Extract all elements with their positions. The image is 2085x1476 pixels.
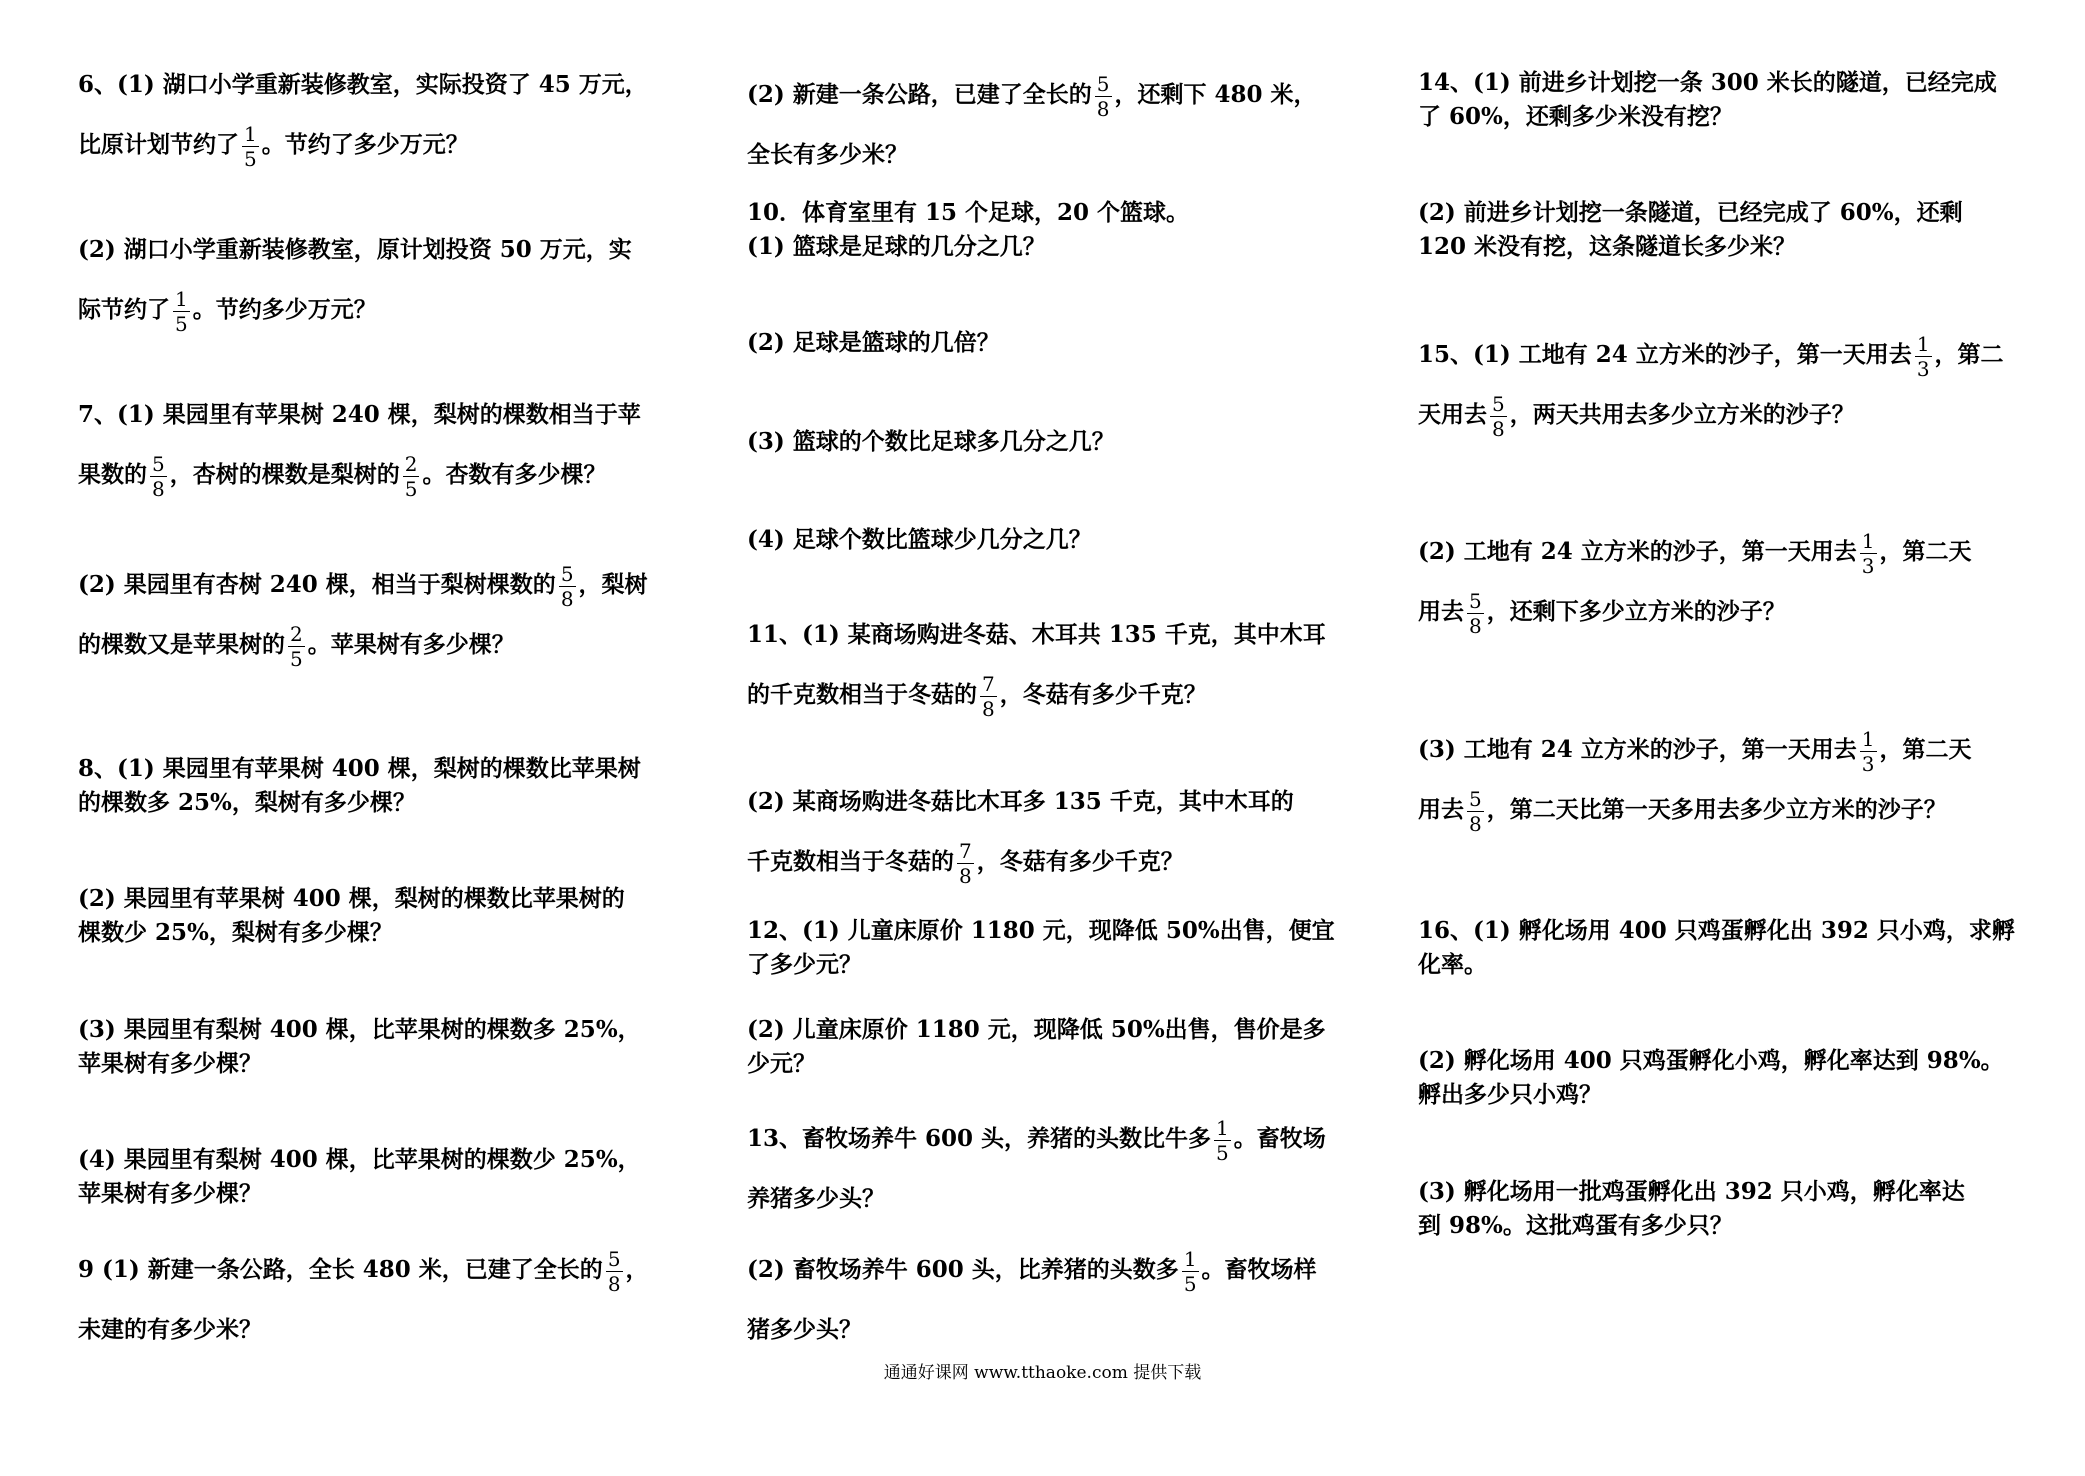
fraction-numerator: 7: [982, 671, 995, 696]
problem-line: [747, 70, 1359, 130]
problem-line: [747, 425, 1359, 459]
problem-line: [1418, 1209, 2030, 1243]
problem-line: [747, 777, 1359, 837]
fraction-denominator: 5: [404, 476, 418, 501]
problem-block: [747, 1114, 1359, 1234]
problem-line: [78, 916, 688, 950]
problem-line: [1418, 725, 2030, 785]
fraction-numerator: 5: [560, 561, 574, 586]
problem-block: [1418, 330, 2030, 450]
fraction-denominator: 5: [244, 146, 257, 171]
problem-line: [747, 1174, 1359, 1234]
problem-text: (2) 果园里有苹果树 400 棵，梨树的棵数比苹果树的: [78, 885, 625, 912]
fraction-denominator: 3: [1861, 751, 1875, 776]
problem-line: [78, 560, 688, 620]
problem-text: (2) 孵化场用 400 只鸡蛋孵化小鸡，孵化率达到 98%。: [1418, 1047, 2004, 1074]
problem-line: [747, 130, 1359, 190]
problem-text: ，杏树的棵数是梨树的: [169, 461, 400, 488]
problem-text: 6、(1) 湖口小学重新装修教室，实际投资了 45 万元，: [78, 71, 648, 98]
problem-block: [747, 196, 1359, 264]
problem-text: 比原计划节约了: [78, 131, 239, 158]
problem-block: [1418, 196, 2030, 264]
fraction: [173, 286, 190, 336]
problem-line: [1418, 66, 2030, 100]
problem-line: [78, 620, 688, 680]
fraction-denominator: 8: [1492, 416, 1505, 441]
problem-text: 13、畜牧场养牛 600 头，养猪的头数比牛多: [747, 1125, 1212, 1152]
problem-text: 10．体育室里有 15 个足球，20 个篮球。: [747, 199, 1190, 226]
fraction-denominator: 5: [1183, 1271, 1197, 1296]
problem-block: [747, 326, 1359, 360]
problem-text: (2) 某商场购进冬菇比木耳多 135 千克，其中木耳的: [747, 788, 1294, 815]
problem-block: [747, 523, 1359, 557]
problem-text: 8、(1) 果园里有苹果树 400 棵，梨树的棵数比苹果树: [78, 755, 641, 782]
problem-block: [78, 882, 688, 950]
problem-line: [1418, 785, 2030, 845]
problem-line: [78, 752, 688, 786]
problem-text: ，梨树: [578, 571, 648, 598]
problem-text: (2) 果园里有杏树 240 棵，相当于梨树棵数的: [78, 571, 556, 598]
problem-block: [78, 60, 688, 180]
fraction: [1490, 391, 1507, 441]
fraction: [1860, 726, 1877, 776]
problem-text: 用去: [1418, 598, 1464, 625]
fraction-numerator: 5: [1492, 391, 1505, 416]
problem-line: [747, 196, 1359, 230]
fraction-denominator: 8: [1469, 811, 1482, 836]
fraction-numerator: 1: [1183, 1246, 1197, 1271]
fraction: [403, 451, 420, 501]
problem-text: 际节约了: [78, 296, 170, 323]
problem-line: [78, 285, 688, 345]
fraction-denominator: 3: [1861, 553, 1875, 578]
problem-line: [747, 1013, 1359, 1047]
problem-line: [1418, 948, 2030, 982]
problem-text: 用去: [1418, 796, 1464, 823]
problem-block: [747, 70, 1359, 190]
problem-block: [1418, 66, 2030, 134]
fraction: [1860, 528, 1877, 578]
problem-line: [78, 786, 688, 820]
problem-line: [78, 1245, 688, 1305]
problem-text: (3) 篮球的个数比足球多几分之几？: [747, 428, 1115, 455]
problem-text: (4) 果园里有梨树 400 棵，比苹果树的棵数少 25%，: [78, 1146, 641, 1173]
problem-text: 的棵数多 25%，梨树有多少棵？: [78, 789, 416, 816]
problem-text: 的千克数相当于冬菇的: [747, 681, 977, 708]
problem-line: [747, 610, 1359, 670]
fraction-numerator: 2: [290, 621, 303, 646]
problem-line: [747, 1245, 1359, 1305]
problem-line: [1418, 527, 2030, 587]
problem-text: 9 (1) 新建一条公路，全长 480 米，已建了全长的: [78, 1256, 603, 1283]
problem-text: (3) 果园里有梨树 400 棵，比苹果树的棵数多 25%，: [78, 1016, 641, 1043]
problem-line: [747, 230, 1359, 264]
problem-text: 14、(1) 前进乡计划挖一条 300 米长的隧道，已经完成: [1418, 69, 1997, 96]
fraction-denominator: 8: [560, 586, 574, 611]
problem-text: (3) 工地有 24 立方米的沙子，第一天用去: [1418, 736, 1857, 763]
problem-line: [747, 914, 1359, 948]
fraction: [242, 121, 259, 171]
fraction-denominator: 8: [1469, 613, 1482, 638]
problem-block: [78, 752, 688, 820]
problem-text: 了 60%，还剩多少米没有挖？: [1418, 103, 1733, 130]
problem-line: [1418, 587, 2030, 647]
problem-text: 苹果树有多少棵？: [78, 1050, 262, 1077]
problem-text: ，第二天比第一天多用去多少立方米的沙子？: [1486, 796, 1947, 823]
problem-text: 千克数相当于冬菇的: [747, 848, 954, 875]
problem-block: [78, 1013, 688, 1081]
problem-text: (2) 新建一条公路，已建了全长的: [747, 81, 1092, 108]
fraction-numerator: 1: [244, 121, 257, 146]
fraction: [1095, 71, 1112, 121]
fraction-numerator: 1: [1216, 1115, 1229, 1140]
problem-text: ，第二天: [1879, 736, 1972, 763]
fraction: [1214, 1115, 1231, 1165]
problem-text: 果数的: [78, 461, 147, 488]
problem-block: [78, 225, 688, 345]
problem-block: [747, 914, 1359, 982]
problem-text: 全长有多少米？: [747, 141, 908, 168]
problem-line: [78, 120, 688, 180]
problem-text: 12、(1) 儿童床原价 1180 元，现降低 50%出售，便宜: [747, 917, 1335, 944]
problem-text: ，冬菇有多少千克？: [976, 848, 1184, 875]
fraction: [980, 671, 997, 721]
problem-line: [78, 450, 688, 510]
problem-text: 11、(1) 某商场购进冬菇、木耳共 135 千克，其中木耳: [747, 621, 1326, 648]
problem-block: [747, 777, 1359, 897]
problem-text: 苹果树有多少棵？: [78, 1180, 262, 1207]
problem-line: [747, 948, 1359, 982]
problem-line: [1418, 1078, 2030, 1112]
problem-block: [1418, 527, 2030, 647]
problem-line: [78, 225, 688, 285]
problem-line: [747, 670, 1359, 730]
fraction-denominator: 3: [1916, 356, 1930, 381]
problem-block: [78, 390, 688, 510]
problem-text: 了多少元？: [747, 951, 862, 978]
problem-line: [78, 1305, 688, 1365]
problem-block: [78, 1245, 688, 1365]
fraction-numerator: 1: [1861, 528, 1875, 553]
problem-text: (3) 孵化场用一批鸡蛋孵化出 392 只小鸡，孵化率达: [1418, 1178, 1965, 1205]
problem-text: ，: [625, 1256, 649, 1283]
fraction: [288, 621, 305, 671]
problem-text: 到 98%。这批鸡蛋有多少只？: [1418, 1212, 1733, 1239]
problem-text: (2) 儿童床原价 1180 元，现降低 50%出售，售价是多: [747, 1016, 1326, 1043]
problem-text: 。杏数有多少棵？: [422, 461, 607, 488]
problem-text: 。畜牧场样: [1201, 1256, 1317, 1283]
problem-text: (2) 前进乡计划挖一条隧道，已经完成了 60%，还剩: [1418, 199, 1963, 226]
fraction: [606, 1246, 623, 1296]
fraction-denominator: 5: [175, 311, 188, 336]
fraction-numerator: 2: [404, 451, 418, 476]
fraction-numerator: 5: [1096, 71, 1110, 96]
fraction-denominator: 8: [607, 1271, 621, 1296]
problem-block: [747, 1245, 1359, 1365]
problem-text: 养猪多少头？: [747, 1185, 885, 1212]
problem-line: [1418, 390, 2030, 450]
fraction-numerator: 7: [959, 838, 972, 863]
problem-text: 少元？: [747, 1050, 816, 1077]
fraction: [150, 451, 167, 501]
problem-block: [78, 560, 688, 680]
problem-text: ，第二天: [1879, 538, 1972, 565]
fraction: [1467, 786, 1484, 836]
problem-line: [78, 1047, 688, 1081]
problem-text: ，第二: [1934, 341, 2004, 368]
fraction-numerator: 5: [152, 451, 165, 476]
footer-source: 通通好课网 www.tthaoke.com 提供下载: [883, 1363, 1202, 1383]
problem-text: ，冬菇有多少千克？: [999, 681, 1207, 708]
fraction: [1467, 588, 1484, 638]
fraction-denominator: 8: [152, 476, 165, 501]
problem-text: 棵数少 25%，梨树有多少棵？: [78, 919, 393, 946]
problem-block: [1418, 914, 2030, 982]
problem-text: 16、(1) 孵化场用 400 只鸡蛋孵化出 392 只小鸡，求孵: [1418, 917, 2015, 944]
problem-text: (4) 足球个数比篮球少几分之几？: [747, 526, 1092, 553]
problem-text: 天用去: [1418, 401, 1487, 428]
problem-text: 的棵数又是苹果树的: [78, 631, 285, 658]
problem-block: [747, 425, 1359, 459]
fraction: [1915, 331, 1932, 381]
problem-line: [1418, 1175, 2030, 1209]
problem-line: [747, 523, 1359, 557]
fraction: [559, 561, 576, 611]
problem-text: 7、(1) 果园里有苹果树 240 棵，梨树的棵数相当于苹: [78, 401, 641, 428]
problem-block: [1418, 725, 2030, 845]
problem-text: 猪多少头？: [747, 1316, 862, 1343]
problem-text: 。节约多少万元？: [192, 296, 377, 323]
fraction-numerator: 5: [607, 1246, 621, 1271]
problem-block: [747, 1013, 1359, 1081]
problem-line: [1418, 1044, 2030, 1078]
fraction: [957, 838, 974, 888]
problem-text: ，还剩下 480 米，: [1114, 81, 1317, 108]
problem-line: [1418, 914, 2030, 948]
problem-block: [747, 610, 1359, 730]
problem-line: [747, 1047, 1359, 1081]
fraction-denominator: 8: [959, 863, 972, 888]
problem-line: [747, 1114, 1359, 1174]
problem-line: [78, 390, 688, 450]
problem-line: [78, 882, 688, 916]
problem-line: [1418, 196, 2030, 230]
fraction-numerator: 1: [1861, 726, 1875, 751]
problem-line: [747, 837, 1359, 897]
fraction-numerator: 1: [1916, 331, 1930, 356]
problem-line: [78, 1177, 688, 1211]
fraction-denominator: 5: [1216, 1140, 1229, 1165]
problem-line: [1418, 230, 2030, 264]
fraction-numerator: 5: [1469, 786, 1482, 811]
problem-text: 化率。: [1418, 951, 1487, 978]
problem-block: [1418, 1044, 2030, 1112]
fraction-numerator: 5: [1469, 588, 1482, 613]
fraction-numerator: 1: [175, 286, 188, 311]
problem-text: (2) 畜牧场养牛 600 头，比养猪的头数多: [747, 1256, 1179, 1283]
problem-line: [1418, 100, 2030, 134]
fraction-denominator: 5: [290, 646, 303, 671]
fraction-denominator: 8: [982, 696, 995, 721]
problem-text: (2) 足球是篮球的几倍？: [747, 329, 1000, 356]
problem-line: [78, 60, 688, 120]
problem-block: [1418, 1175, 2030, 1243]
problem-block: [78, 1143, 688, 1211]
problem-text: 。节约了多少万元？: [261, 131, 469, 158]
problem-line: [747, 1305, 1359, 1365]
problem-text: (2) 湖口小学重新装修教室，原计划投资 50 万元，实: [78, 236, 632, 263]
problem-text: 未建的有多少米？: [78, 1316, 262, 1343]
problem-text: ，两天共用去多少立方米的沙子？: [1509, 401, 1855, 428]
problem-text: (2) 工地有 24 立方米的沙子，第一天用去: [1418, 538, 1857, 565]
fraction: [1182, 1246, 1199, 1296]
problem-text: ，还剩下多少立方米的沙子？: [1486, 598, 1786, 625]
problem-text: 。畜牧场: [1233, 1125, 1326, 1152]
problem-line: [1418, 330, 2030, 390]
problem-line: [78, 1013, 688, 1047]
fraction-denominator: 8: [1096, 96, 1110, 121]
problem-text: 。苹果树有多少棵？: [307, 631, 515, 658]
problem-line: [78, 1143, 688, 1177]
problem-text: 120 米没有挖，这条隧道长多少米？: [1418, 233, 1797, 260]
problem-text: 15、(1) 工地有 24 立方米的沙子，第一天用去: [1418, 341, 1912, 368]
problem-line: [747, 326, 1359, 360]
problem-text: (1) 篮球是足球的几分之几？: [747, 233, 1046, 260]
problem-text: 孵出多少只小鸡？: [1418, 1081, 1602, 1108]
